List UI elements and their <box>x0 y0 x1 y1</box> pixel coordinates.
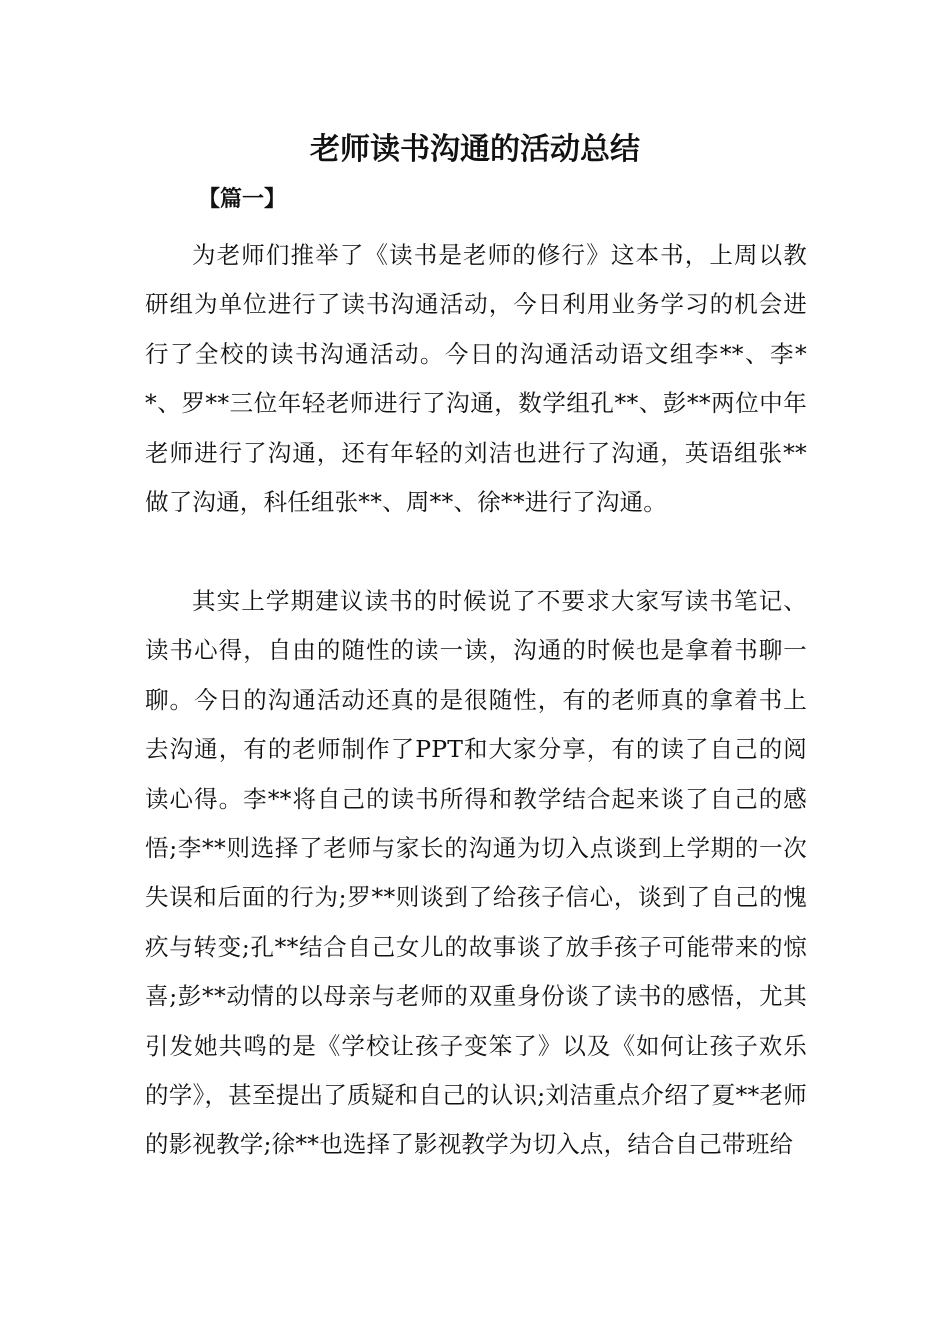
body-paragraph-1: 为老师们推举了《读书是老师的修行》这本书，上周以教研组为单位进行了读书沟通活动，今日利用业务学习的机会进行了全校的读书沟通活动。今日的沟通活动语文组李**、李**、罗**三位年轻老师进行了沟通，数学组孔**、彭**两位中年老师进行了沟通，还有年轻的刘洁也进行了沟通，英语组张**做了沟通，科任组张**、周**、徐**进行了沟通。 <box>145 241 807 517</box>
document-title: 老师读书沟通的活动总结 <box>310 132 640 167</box>
body-paragraph-2: 其实上学期建议读书的时候说了不要求大家写读书笔记、读书心得，自由的随性的读一读，沟通的时候也是拿着书聊一聊。今日的沟通活动还真的是很随性，有的老师真的拿着书上去沟通，有的老师制作了PPT和大家分享，有的读了自己的阅读心得。李**将自己的读书所得和教学结合起来谈了自己的感悟;李**则选择了老师与家长的沟通为切入点谈到上学期的一次失误和后面的行为;罗**则谈到了给孩子信心，谈到了自己的愧疚与转变;孔**结合自己女儿的故事谈了放手孩子可能带来的惊喜;彭**动情的以母亲与老师的双重身份谈了读书的感悟，尤其引发她共鸣的是《学校让孩子变笨了》以及《如何让孩子欢乐的学》，甚至提出了质疑和自己的认识;刘洁重点介绍了夏**老师的影视教学;徐**也选择了影视教学为切入点，结合自己带班给 <box>145 587 807 1159</box>
section-label: 【篇一】 <box>198 186 287 212</box>
